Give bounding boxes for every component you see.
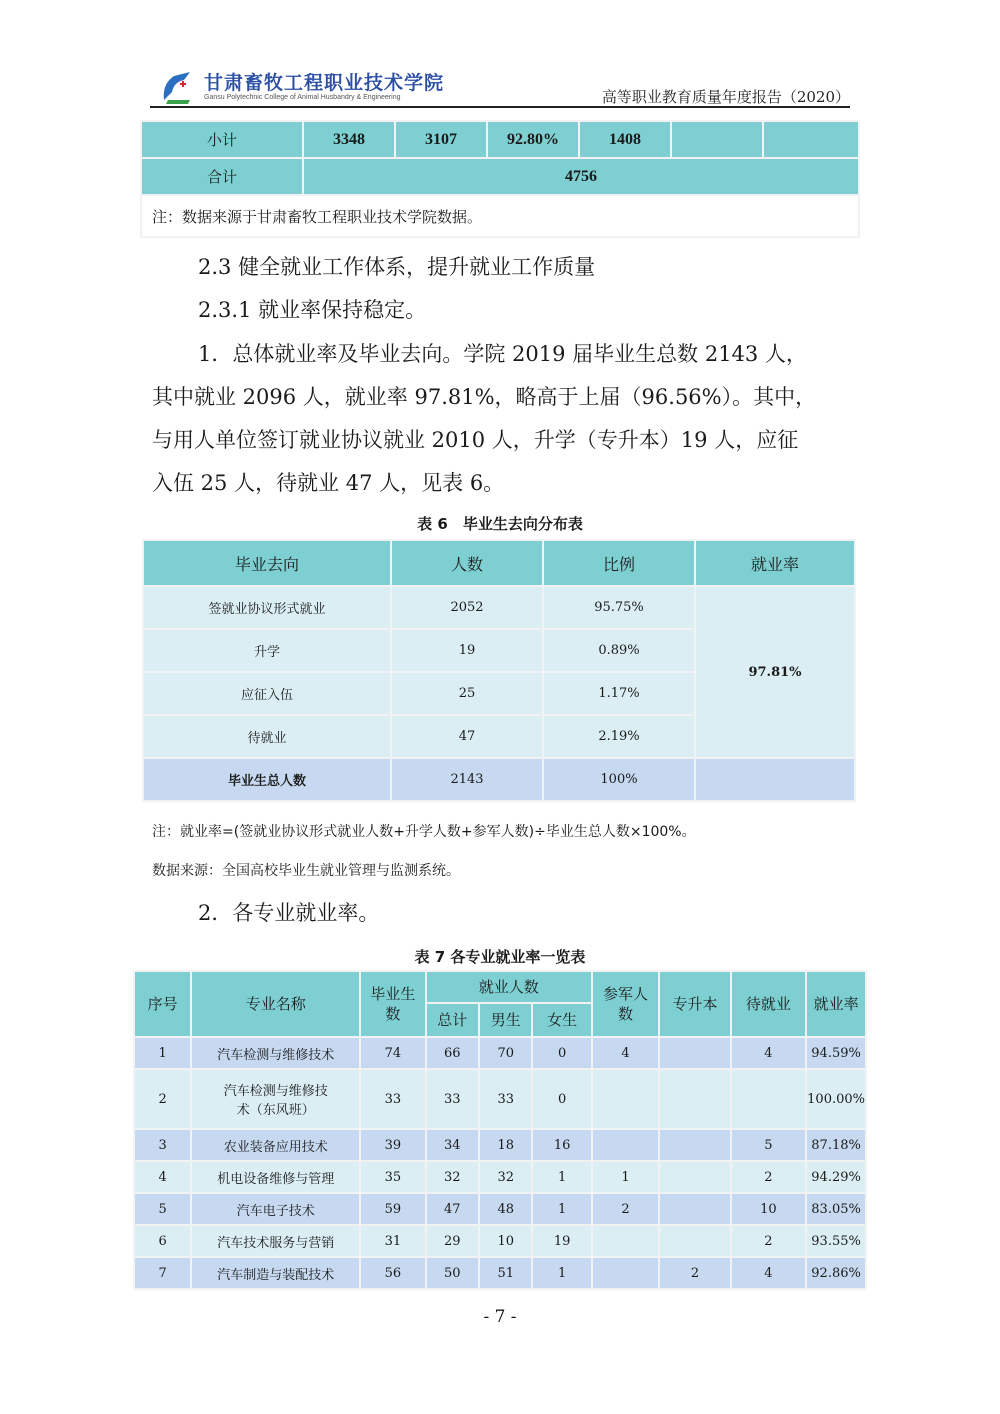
table7-caption: 表 7 各专业就业率一览表 <box>414 948 586 966</box>
college-name-cn: 甘肃畜牧工程职业技术学院 <box>204 72 445 94</box>
employed-total-cell: 50 <box>427 1258 478 1288</box>
cell: 3107 <box>396 122 486 157</box>
major-cell: 汽车检测与维修技术（东风班） <box>192 1070 359 1128</box>
column-header: 专升本 <box>660 972 729 1036</box>
column-header: 就业人数 <box>427 972 591 1002</box>
table6-source: 数据来源：全国高校毕业生就业管理与监测系统。 <box>152 863 460 879</box>
ratio-cell: 2.19% <box>544 716 694 757</box>
subtotal-row <box>142 122 858 157</box>
table-row <box>135 1038 865 1068</box>
ratio-cell: 0.89% <box>544 630 694 671</box>
subtotal-label: 小计 <box>142 122 302 157</box>
employed-male-cell: 51 <box>480 1258 531 1288</box>
column-header: 比例 <box>544 541 694 585</box>
rate-cell: 87.18% <box>807 1130 865 1160</box>
ratio-cell: 95.75% <box>544 587 694 628</box>
total-row <box>142 159 858 194</box>
column-header: 待就业 <box>732 972 805 1036</box>
pending-cell <box>732 1070 805 1128</box>
table-header-row <box>135 972 865 1002</box>
column-header: 人数 <box>392 541 542 585</box>
employed-female-cell: 0 <box>533 1070 590 1128</box>
paragraph-overall-rate <box>152 333 852 505</box>
pending-cell: 10 <box>732 1194 805 1224</box>
employed-male-cell: 10 <box>480 1226 531 1256</box>
column-header: 毕业去向 <box>144 541 390 585</box>
major-cell: 机电设备维修与管理 <box>192 1162 359 1192</box>
table-header-row <box>144 541 854 585</box>
employed-female-cell: 1 <box>533 1258 590 1288</box>
section-heading-2: 2．各专业就业率。 <box>198 901 380 925</box>
seq-cell: 6 <box>135 1226 190 1256</box>
graduates-cell: 35 <box>361 1162 424 1192</box>
table-row <box>135 1070 865 1128</box>
graduates-cell: 74 <box>361 1038 424 1068</box>
employed-total-cell: 47 <box>427 1194 478 1224</box>
table-row <box>135 1258 865 1288</box>
employed-female-cell: 19 <box>533 1226 590 1256</box>
total-label: 毕业生总人数 <box>144 759 390 800</box>
cell: 92.80% <box>488 122 578 157</box>
seq-cell: 4 <box>135 1162 190 1192</box>
college-name-en: Gansu Polytechnic College of Animal Husbandry & Engineering <box>204 94 401 101</box>
count-cell: 47 <box>392 716 542 757</box>
column-header: 就业率 <box>696 541 854 585</box>
graduates-cell: 59 <box>361 1194 424 1224</box>
rate-cell: 83.05% <box>807 1194 865 1224</box>
employed-total-cell: 34 <box>427 1130 478 1160</box>
army-cell: 4 <box>593 1038 658 1068</box>
graduates-cell: 56 <box>361 1258 424 1288</box>
seq-cell: 7 <box>135 1258 190 1288</box>
graduates-cell: 39 <box>361 1130 424 1160</box>
table-row <box>135 1226 865 1256</box>
column-header: 毕业生数 <box>361 972 424 1036</box>
major-cell: 汽车检测与维修技术 <box>192 1038 359 1068</box>
table6-note: 注：就业率=(签就业协议形式就业人数+升学人数+参军人数)÷毕业生总人数×100%。 <box>152 824 696 840</box>
army-cell <box>593 1226 658 1256</box>
major-cell: 汽车制造与装配技术 <box>192 1258 359 1288</box>
graduate-destination-table <box>142 539 856 802</box>
column-header: 总计 <box>427 1004 478 1036</box>
upgrade-cell <box>660 1130 729 1160</box>
prev-table-note: 注：数据来源于甘肃畜牧工程职业技术学院数据。 <box>142 196 858 236</box>
rate-cell: 100.00% <box>807 1070 865 1128</box>
rate-cell: 94.59% <box>807 1038 865 1068</box>
army-cell <box>593 1130 658 1160</box>
seq-cell: 5 <box>135 1194 190 1224</box>
employed-male-cell: 33 <box>480 1070 531 1128</box>
major-cell: 汽车技术服务与营销 <box>192 1226 359 1256</box>
count-cell: 2052 <box>392 587 542 628</box>
header-rule <box>150 106 850 108</box>
column-header: 男生 <box>480 1004 531 1036</box>
count-cell: 25 <box>392 673 542 714</box>
employed-total-cell: 29 <box>427 1226 478 1256</box>
column-header: 参军人数 <box>593 972 658 1036</box>
pending-cell: 2 <box>732 1226 805 1256</box>
total-rate <box>696 759 854 800</box>
cell: 1408 <box>580 122 670 157</box>
destination-cell: 应征入伍 <box>144 673 390 714</box>
total-label: 合计 <box>142 159 302 194</box>
table7-body <box>135 1038 865 1288</box>
cell: 3348 <box>304 122 394 157</box>
army-cell <box>593 1258 658 1288</box>
major-cell: 农业装备应用技术 <box>192 1130 359 1160</box>
employed-male-cell: 70 <box>480 1038 531 1068</box>
upgrade-cell <box>660 1194 729 1224</box>
rate-cell: 93.55% <box>807 1226 865 1256</box>
paragraph-line: 与用人单位签订就业协议就业 2010 人，升学（专升本）19 人，应征 <box>152 428 799 452</box>
cell <box>672 122 762 157</box>
table-row <box>135 1194 865 1224</box>
employed-total-cell: 33 <box>427 1070 478 1128</box>
seq-cell: 3 <box>135 1130 190 1160</box>
employed-male-cell: 32 <box>480 1162 531 1192</box>
paragraph-line: 入伍 25 人，待就业 47 人，见表 6。 <box>152 471 505 495</box>
rate-cell: 94.29% <box>807 1162 865 1192</box>
total-ratio: 100% <box>544 759 694 800</box>
column-header: 专业名称 <box>192 972 359 1036</box>
destination-cell: 签就业协议形式就业 <box>144 587 390 628</box>
pending-cell: 4 <box>732 1258 805 1288</box>
report-title: 高等职业教育质量年度报告（2020） <box>601 88 850 106</box>
graduates-cell: 33 <box>361 1070 424 1128</box>
employed-female-cell: 0 <box>533 1038 590 1068</box>
total-row <box>144 759 854 800</box>
pending-cell: 4 <box>732 1038 805 1068</box>
section-heading-2-3-1: 2.3.1 就业率保持稳定。 <box>198 298 427 322</box>
table-row <box>135 1130 865 1160</box>
destination-cell: 待就业 <box>144 716 390 757</box>
paragraph-line: 1．总体就业率及毕业去向。学院 2019 届毕业生总数 2143 人， <box>198 342 807 366</box>
section-heading-2-3: 2.3 健全就业工作体系，提升就业工作质量 <box>198 255 596 279</box>
graduates-cell: 31 <box>361 1226 424 1256</box>
total-count: 2143 <box>392 759 542 800</box>
seq-cell: 1 <box>135 1038 190 1068</box>
army-cell: 2 <box>593 1194 658 1224</box>
upgrade-cell <box>660 1226 729 1256</box>
seq-cell: 2 <box>135 1070 190 1128</box>
total-value: 4756 <box>304 159 858 194</box>
column-header: 序号 <box>135 972 190 1036</box>
upgrade-cell <box>660 1162 729 1192</box>
prev-table <box>140 120 860 238</box>
employed-total-cell: 32 <box>427 1162 478 1192</box>
employed-female-cell: 16 <box>533 1130 590 1160</box>
employed-female-cell: 1 <box>533 1194 590 1224</box>
table-row <box>135 1162 865 1192</box>
rate-cell: 92.86% <box>807 1258 865 1288</box>
pending-cell: 2 <box>732 1162 805 1192</box>
cell <box>764 122 858 157</box>
employment-rate-cell: 97.81% <box>696 587 854 757</box>
count-cell: 19 <box>392 630 542 671</box>
column-header: 就业率 <box>807 972 865 1036</box>
pending-cell: 5 <box>732 1130 805 1160</box>
page-number: - 7 - <box>483 1307 517 1327</box>
employed-male-cell: 18 <box>480 1130 531 1160</box>
ratio-cell: 1.17% <box>544 673 694 714</box>
upgrade-cell: 2 <box>660 1258 729 1288</box>
upgrade-cell <box>660 1070 729 1128</box>
army-cell: 1 <box>593 1162 658 1192</box>
upgrade-cell <box>660 1038 729 1068</box>
table-row <box>144 587 854 628</box>
college-logo-icon <box>160 70 196 104</box>
major-employment-table <box>133 970 867 1290</box>
destination-cell: 升学 <box>144 630 390 671</box>
employed-total-cell: 66 <box>427 1038 478 1068</box>
employed-male-cell: 48 <box>480 1194 531 1224</box>
employed-female-cell: 1 <box>533 1162 590 1192</box>
table6-caption: 表 6 毕业生去向分布表 <box>417 515 583 533</box>
army-cell <box>593 1070 658 1128</box>
paragraph-line: 其中就业 2096 人，就业率 97.81%，略高于上届（96.56%）。其中， <box>152 385 817 409</box>
major-cell: 汽车电子技术 <box>192 1194 359 1224</box>
column-header: 女生 <box>533 1004 590 1036</box>
